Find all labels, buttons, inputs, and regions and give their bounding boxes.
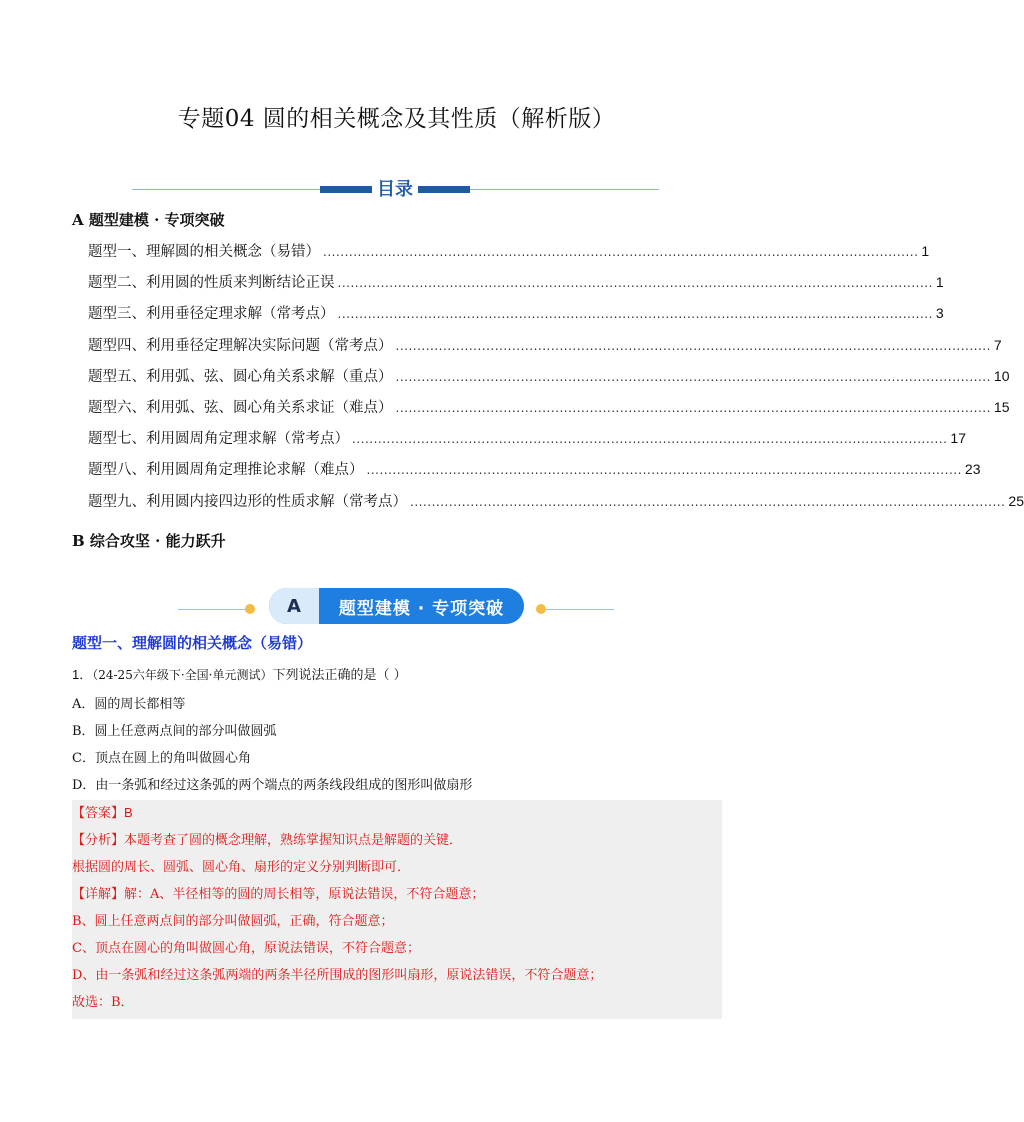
question-stem-line [72, 664, 407, 683]
question-source: （24-25六年级下·全国·单元测试） [92, 668, 273, 682]
option-a: A．圆的周长都相等 [72, 697, 186, 712]
toc-item[interactable] [88, 271, 944, 302]
question-stem: 下列说法正确的是（ ） [272, 668, 407, 683]
toc-item[interactable] [88, 302, 944, 333]
answer-value: B [124, 805, 133, 820]
toc-item-label: 题型一、理解圆的相关概念（易错） [88, 244, 320, 260]
toc-item-page: 25 [1008, 492, 1024, 509]
document-title: 专题04 圆的相关概念及其性质（解析版） [177, 106, 616, 132]
toc-item[interactable] [88, 490, 1024, 521]
option-d: D．由一条弧和经过这条弧的两个端点的两条线段组成的图形叫做扇形 [72, 778, 473, 793]
toc-leader-dots: .......................................................................................................................................... [395, 338, 991, 353]
banner-letter: A [269, 588, 319, 624]
type-heading: 题型一、理解圆的相关概念（易错） [72, 634, 313, 652]
analysis-text: 本题考查了圆的概念理解，熟练掌握知识点是解题的关键． [124, 833, 463, 848]
toc-heading-bar-right [418, 186, 470, 193]
toc-item-label: 题型五、利用弧、弦、圆心角关系求解（重点） [88, 368, 393, 385]
toc-item-label: 题型四、利用垂径定理解决实际问题（常考点） [88, 337, 393, 354]
question-number: 1． [72, 667, 93, 682]
answer-line [72, 802, 133, 821]
toc-leader-dots: .......................................................................................................................................... [366, 463, 962, 478]
toc-heading: 目录 [372, 175, 418, 201]
toc-item-page: 1 [935, 274, 944, 291]
toc-item-label: 题型二、利用圆的性质来判断结论正误 [88, 275, 335, 292]
detail-text: 解：A、半径相等的圆的周长相等，原说法错误，不符合题意； [124, 887, 485, 902]
option-b: B．圆上任意两点间的部分叫做圆弧 [72, 724, 277, 739]
toc-list [88, 240, 1024, 521]
toc-item-label: 题型八、利用圆周角定理推论求解（难点） [88, 462, 364, 479]
conclusion-line: 故选：B． [72, 995, 134, 1010]
answer-tag: 【答案】 [72, 806, 125, 821]
banner-line-left [178, 609, 248, 610]
detail-line [72, 883, 484, 902]
toc-item-label: 题型七、利用圆周角定理求解（常考点） [88, 431, 349, 448]
toc-item-page: 15 [993, 398, 1010, 415]
banner-line-right [544, 609, 614, 610]
toc-item-page: 23 [964, 461, 981, 478]
toc-heading-bar-left [320, 186, 372, 193]
toc-leader-dots: .......................................................................................................................................... [410, 494, 1006, 509]
detail-tag: 【详解】 [72, 887, 125, 902]
toc-item-page: 10 [993, 367, 1010, 384]
toc-item[interactable] [88, 427, 966, 458]
toc-item-page: 7 [993, 336, 1002, 353]
banner-title: 题型建模 · 专项突破 [338, 598, 505, 619]
toc-leader-dots: .......................................................................................................................................... [395, 400, 991, 415]
toc-item[interactable] [88, 365, 1010, 396]
toc-item[interactable] [88, 334, 1002, 365]
banner-dot-right [536, 604, 546, 614]
section-banner [269, 588, 524, 624]
toc-item-page: 1 [921, 243, 930, 259]
banner-dot-left [245, 604, 255, 614]
detail-line-d: D、由一条弧和经过这条弧两端的两条半径所围成的图形叫扇形，原说法错误，不符合题意； [72, 968, 603, 983]
toc-leader-dots: .......................................................................................................................................... [352, 432, 948, 447]
toc-item-page: 3 [935, 305, 944, 322]
toc-section-b: B 综合攻坚 · 能力跃升 [72, 532, 226, 550]
option-c: C．顶点在圆上的角叫做圆心角 [72, 751, 251, 766]
analysis-line [72, 829, 462, 848]
toc-item-page: 17 [950, 430, 966, 447]
toc-item[interactable] [88, 240, 930, 271]
toc-leader-dots: .......................................................................................................................................... [323, 245, 919, 259]
toc-item-label: 题型三、利用垂径定理求解（常考点） [88, 306, 335, 323]
detail-line-c: C、顶点在圆心的角叫做圆心角，原说法错误，不符合题意； [72, 941, 420, 956]
toc-leader-dots: .......................................................................................................................................... [337, 276, 933, 291]
toc-item[interactable] [88, 458, 981, 489]
toc-leader-dots: .......................................................................................................................................... [337, 307, 933, 322]
toc-leader-dots: .......................................................................................................................................... [395, 369, 991, 384]
analysis-line-2: 根据圆的周长、圆弧、圆心角、扇形的定义分别判断即可． [72, 860, 411, 875]
analysis-tag: 【分析】 [72, 833, 125, 848]
detail-line-b: B、圆上任意两点间的部分叫做圆弧，正确，符合题意； [72, 914, 394, 929]
toc-item-label: 题型九、利用圆内接四边形的性质求解（常考点） [88, 493, 407, 510]
toc-section-a: A 题型建模 · 专项突破 [72, 211, 225, 229]
toc-item-label: 题型六、利用弧、弦、圆心角关系求证（难点） [88, 399, 393, 416]
toc-item[interactable] [88, 396, 1010, 427]
